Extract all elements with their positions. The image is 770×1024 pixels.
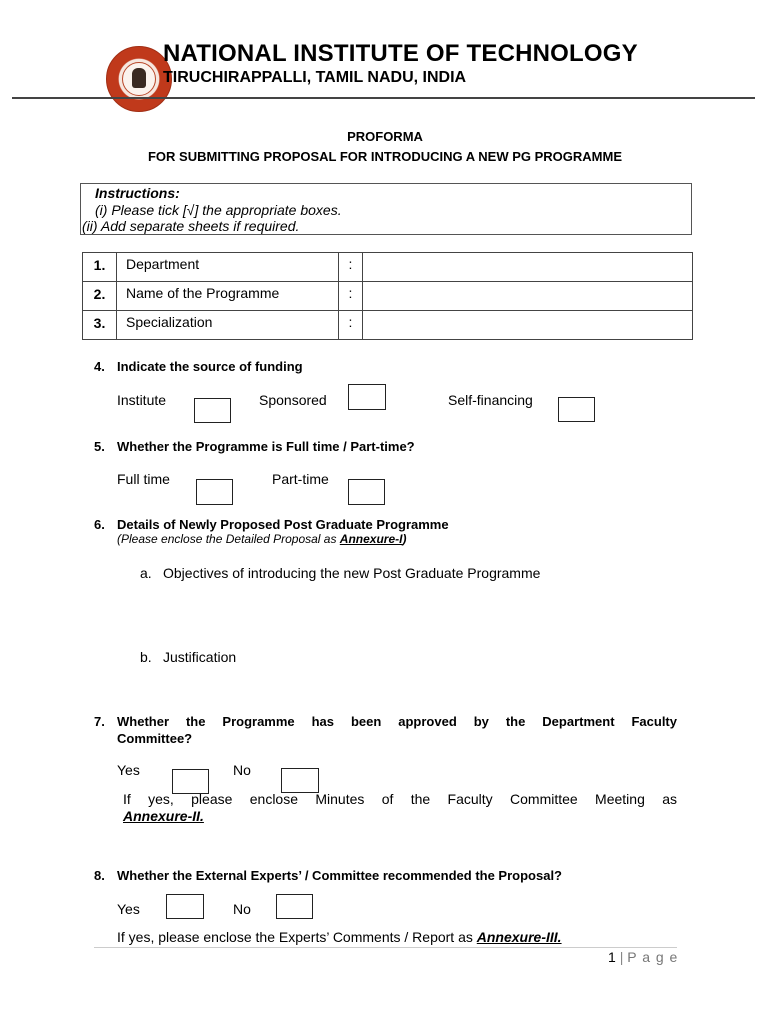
q7-yes-label: Yes [117, 762, 140, 778]
q8-question: Whether the External Experts’ / Committee recommended the Proposal? [117, 868, 562, 883]
institute-location: TIRUCHIRAPPALLI, TAMIL NADU, INDIA [163, 69, 467, 86]
q8-number: 8. [94, 868, 105, 883]
row-label: Department [117, 253, 339, 282]
form-title: PROFORMA [347, 129, 423, 144]
programme-name-field[interactable] [363, 282, 693, 311]
department-field[interactable] [363, 253, 693, 282]
option-sponsored-label: Sponsored [259, 392, 327, 408]
q6-question: Details of Newly Proposed Post Graduate Programme [117, 517, 449, 532]
full-time-checkbox[interactable] [196, 479, 233, 505]
q7-no-checkbox[interactable] [281, 768, 319, 793]
q8-note-prefix: If yes, please enclose the Experts’ Comments / Report as [117, 929, 477, 945]
sponsored-checkbox[interactable] [348, 384, 386, 410]
row-number: 1. [83, 253, 117, 282]
self-financing-checkbox[interactable] [558, 397, 595, 422]
table-row [83, 311, 693, 340]
q8-yes-checkbox[interactable] [166, 894, 204, 919]
instructions-heading: Instructions: [95, 185, 180, 201]
q5-question: Whether the Programme is Full time / Part-time? [117, 439, 415, 454]
q8-no-label: No [233, 901, 251, 917]
annexure-i-ref: Annexure-I [339, 532, 403, 546]
option-full-time-label: Full time [117, 471, 170, 487]
row-label: Name of the Programme [117, 282, 339, 311]
q4-question: Indicate the source of funding [117, 359, 303, 374]
form-subtitle: FOR SUBMITTING PROPOSAL FOR INTRODUCING A NEW PG PROGRAMME [147, 149, 623, 164]
q6a-objectives: Objectives of introducing the new Post Graduate Programme [163, 565, 541, 581]
page-word: P a g e [627, 949, 679, 965]
page-number: 1 [608, 949, 616, 965]
q4-number: 4. [94, 359, 105, 374]
q7-note-line-1: If yes, please enclose Minutes of the Faculty Committee Meeting as [123, 791, 677, 807]
option-self-financing-label: Self-financing [448, 392, 533, 408]
q7-number: 7. [94, 714, 105, 729]
q8-yes-label: Yes [117, 901, 140, 917]
q6a-marker: a. [140, 565, 152, 581]
q6b-marker: b. [140, 649, 152, 665]
specialization-field[interactable] [363, 311, 693, 340]
row-colon: : [339, 282, 363, 311]
q7-question-line-1: Whether the Programme has been approved by the Department Faculty [117, 714, 677, 729]
q6b-justification: Justification [163, 649, 237, 665]
institute-name: NATIONAL INSTITUTE OF TECHNOLOGY [163, 40, 638, 67]
annexure-iii-ref: Annexure-III. [476, 929, 562, 945]
header-divider [12, 97, 755, 99]
page-footer [608, 949, 678, 965]
option-institute-label: Institute [117, 392, 167, 408]
row-colon: : [339, 253, 363, 282]
q6-note-suffix: ) [402, 532, 407, 546]
q8-no-checkbox[interactable] [276, 894, 313, 919]
q7-question-line-2: Committee? [117, 731, 193, 746]
row-colon: : [339, 311, 363, 340]
q8-note [117, 929, 562, 945]
option-part-time-label: Part-time [272, 471, 329, 487]
row-number: 3. [83, 311, 117, 340]
institute-checkbox[interactable] [194, 398, 231, 423]
part-time-checkbox[interactable] [348, 479, 385, 505]
instruction-line-2: (ii) Add separate sheets if required. [82, 218, 300, 234]
q6-note [117, 532, 406, 546]
q7-no-label: No [233, 762, 251, 778]
programme-info-table [82, 252, 693, 340]
instruction-line-1: (i) Please tick [√] the appropriate boxes. [95, 202, 342, 218]
q6-note-prefix: (Please enclose the Detailed Proposal as [117, 532, 340, 546]
table-row [83, 253, 693, 282]
q5-number: 5. [94, 439, 105, 454]
logo-figure-icon [132, 68, 146, 88]
table-row [83, 282, 693, 311]
row-label: Specialization [117, 311, 339, 340]
annexure-ii-ref: Annexure-II. [123, 808, 204, 824]
footer-divider [94, 947, 677, 948]
q6-number: 6. [94, 517, 105, 532]
page-separator: | [619, 949, 624, 965]
row-number: 2. [83, 282, 117, 311]
